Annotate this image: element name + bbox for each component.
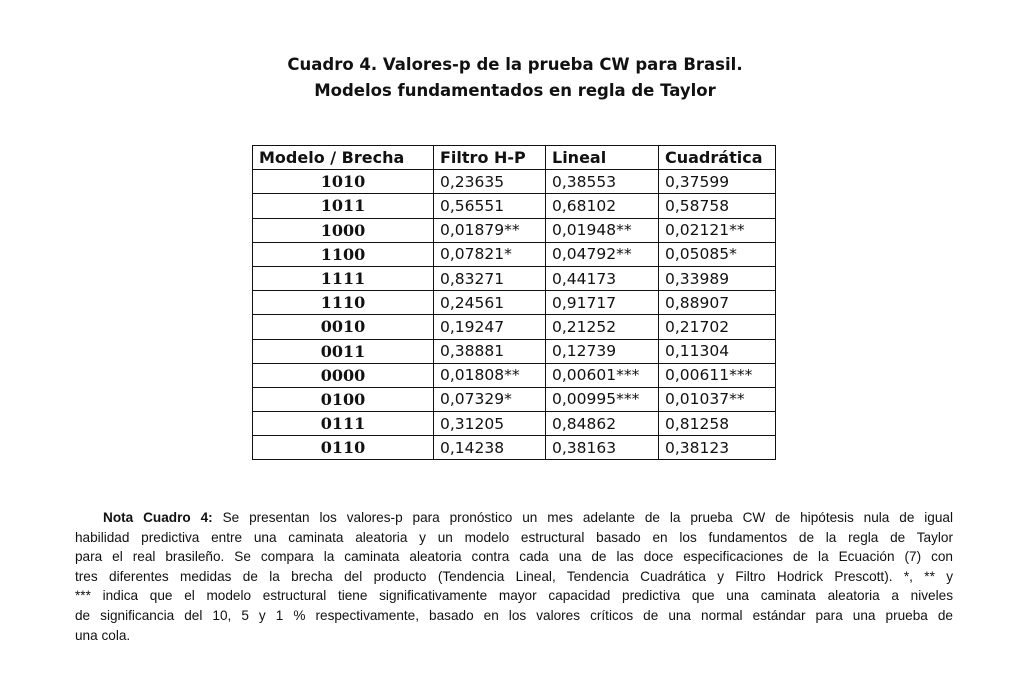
header-filtro-hp: Filtro H-P xyxy=(434,146,546,170)
header-modelo: Modelo / Brecha xyxy=(253,146,434,170)
note-text: habilidad predictiva entre una caminata aleatoria y un modelo estructural basado en los fundamentos de la regla de Taylor xyxy=(75,529,953,545)
model-cell: 0111 xyxy=(253,412,434,436)
model-cell: 0010 xyxy=(253,315,434,339)
pvalue-cell: 0,04792** xyxy=(546,242,659,266)
note-label: Nota Cuadro 4: xyxy=(103,510,213,525)
pvalue-cell: 0,07329* xyxy=(434,387,546,411)
pvalue-cell: 0,11304 xyxy=(659,339,776,363)
model-cell: 1110 xyxy=(253,291,434,315)
pvalue-cell: 0,01808** xyxy=(434,363,546,387)
pvalue-cell: 0,38123 xyxy=(659,436,776,460)
model-cell: 0100 xyxy=(253,387,434,411)
pvalue-cell: 0,88907 xyxy=(659,291,776,315)
note-text: de significancia del 10, 5 y 1 % respectivamente, basado en los valores críticos de una normal estándar para una prueba de xyxy=(75,607,953,623)
note-line xyxy=(75,508,953,528)
table-row xyxy=(253,436,776,460)
pvalues-table xyxy=(252,145,776,460)
pvalue-cell: 0,07821* xyxy=(434,242,546,266)
pvalue-cell: 0,01037** xyxy=(659,387,776,411)
table-row xyxy=(253,194,776,218)
table-header-row xyxy=(253,146,776,170)
model-cell: 1011 xyxy=(253,194,434,218)
pvalue-cell: 0,02121** xyxy=(659,218,776,242)
table-row xyxy=(253,170,776,194)
pvalue-cell: 0,21252 xyxy=(546,315,659,339)
header-cuadratica: Cuadrática xyxy=(659,146,776,170)
pvalue-cell: 0,31205 xyxy=(434,412,546,436)
table-row xyxy=(253,291,776,315)
pvalue-cell: 0,00611*** xyxy=(659,363,776,387)
pvalue-cell: 0,81258 xyxy=(659,412,776,436)
pvalue-cell: 0,14238 xyxy=(434,436,546,460)
pvalue-cell: 0,01879** xyxy=(434,218,546,242)
pvalue-cell: 0,91717 xyxy=(546,291,659,315)
pvalue-cell: 0,12739 xyxy=(546,339,659,363)
pvalue-cell: 0,37599 xyxy=(659,170,776,194)
pvalue-cell: 0,24561 xyxy=(434,291,546,315)
model-cell: 0110 xyxy=(253,436,434,460)
note-text: una cola. xyxy=(75,627,131,643)
model-cell: 1000 xyxy=(253,218,434,242)
note-line xyxy=(75,606,953,626)
model-cell: 1010 xyxy=(253,170,434,194)
table-row xyxy=(253,266,776,290)
pvalue-cell: 0,83271 xyxy=(434,266,546,290)
table-row xyxy=(253,412,776,436)
pvalue-cell: 0,38163 xyxy=(546,436,659,460)
table-row xyxy=(253,339,776,363)
pvalue-cell: 0,58758 xyxy=(659,194,776,218)
note-line xyxy=(75,547,953,567)
note-line xyxy=(75,528,953,548)
note-text: *** indica que el modelo estructural tiene significativamente mayor capacidad predictiva que una caminata aleatoria a niveles xyxy=(75,588,953,604)
pvalue-cell: 0,38881 xyxy=(434,339,546,363)
pvalue-cell: 0,84862 xyxy=(546,412,659,436)
pvalue-cell: 0,05085* xyxy=(659,242,776,266)
note-line xyxy=(75,626,953,646)
pvalue-cell: 0,68102 xyxy=(546,194,659,218)
model-cell: 0000 xyxy=(253,363,434,387)
table-row xyxy=(253,242,776,266)
model-cell: 1100 xyxy=(253,242,434,266)
note-text: Se presentan los valores-p para pronóstico un mes adelante de la prueba CW de hipótesis nula de igual xyxy=(222,510,953,525)
table-note xyxy=(75,508,953,645)
note-line xyxy=(75,586,953,606)
note-line xyxy=(75,567,953,587)
table-row xyxy=(253,387,776,411)
pvalue-cell: 0,00601*** xyxy=(546,363,659,387)
pvalue-cell: 0,44173 xyxy=(546,266,659,290)
table-row xyxy=(253,315,776,339)
pvalue-cell: 0,56551 xyxy=(434,194,546,218)
pvalue-cell: 0,38553 xyxy=(546,170,659,194)
table-caption-line-2: Modelos fundamentados en regla de Taylor xyxy=(314,81,716,100)
model-cell: 0011 xyxy=(253,339,434,363)
model-cell: 1111 xyxy=(253,266,434,290)
header-lineal: Lineal xyxy=(546,146,659,170)
pvalue-cell: 0,19247 xyxy=(434,315,546,339)
pvalue-cell: 0,00995*** xyxy=(546,387,659,411)
table-caption-line-1: Cuadro 4. Valores-p de la prueba CW para Brasil. xyxy=(287,55,743,74)
note-text: para el real brasileño. Se compara la caminata aleatoria contra cada una de las doce especificaciones de la Ecuación (7) con xyxy=(75,549,953,565)
pvalue-cell: 0,23635 xyxy=(434,170,546,194)
pvalue-cell: 0,01948** xyxy=(546,218,659,242)
note-text: tres diferentes medidas de la brecha del producto (Tendencia Lineal, Tendencia Cuadrática y Filtro Hodrick Prescott). *, ** y xyxy=(75,568,953,584)
pvalue-cell: 0,33989 xyxy=(659,266,776,290)
table-row xyxy=(253,218,776,242)
pvalue-cell: 0,21702 xyxy=(659,315,776,339)
table-row xyxy=(253,363,776,387)
